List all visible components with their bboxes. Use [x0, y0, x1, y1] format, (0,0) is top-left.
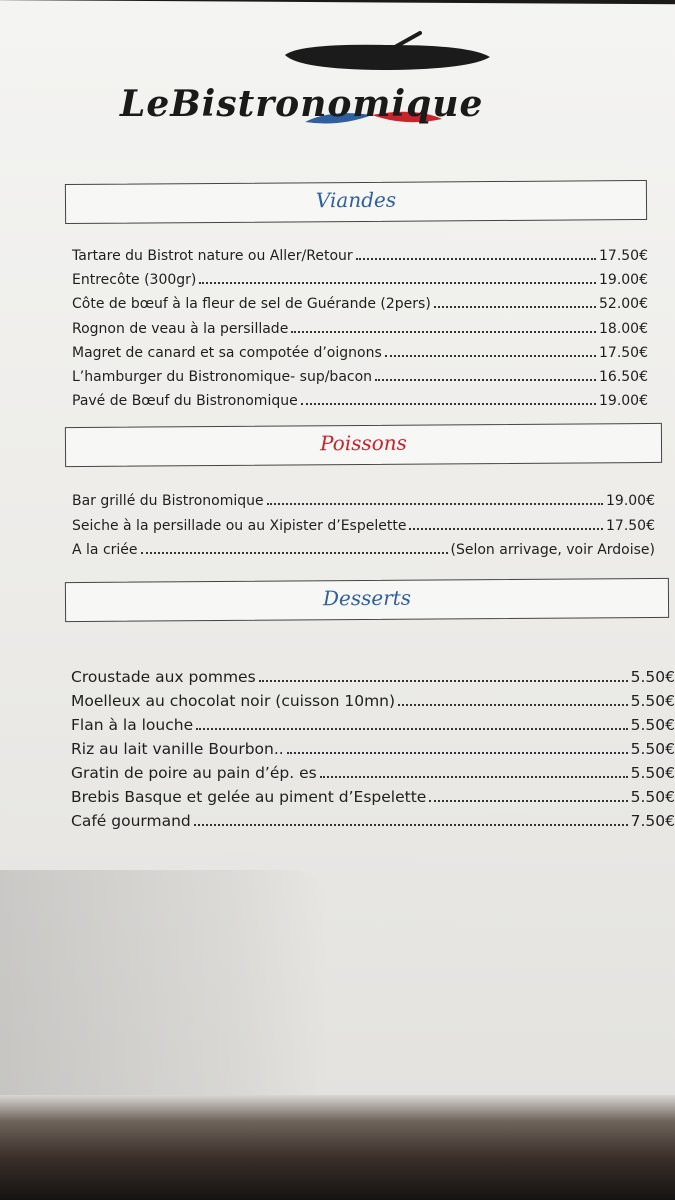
menu-item-price: 5.50€ [630, 668, 675, 686]
menu-item-price: 16.50€ [599, 369, 648, 385]
shadow [0, 870, 330, 1110]
menu-item-row [72, 345, 648, 361]
menu-item-name: L’hamburger du Bistronomique- sup/bacon [72, 369, 373, 385]
section-header-viandes [65, 180, 647, 224]
leader-dots [398, 704, 628, 706]
menu-item-name: Bar grillé du Bistronomique [72, 493, 264, 509]
section-header-poissons [65, 423, 662, 467]
menu-item-row [71, 740, 675, 758]
leader-dots [194, 824, 628, 826]
menu-item-price: 52.00€ [599, 296, 648, 313]
leader-dots [429, 800, 627, 802]
menu-item-name: Café gourmand [71, 812, 191, 830]
leader-dots [287, 752, 628, 754]
menu-item-price: 17.50€ [599, 248, 648, 264]
menu-item-name: Gratin de poire au pain d’ép. es [71, 764, 317, 782]
menu-item-price: 5.50€ [630, 764, 675, 782]
menu-item-row [72, 518, 655, 534]
leader-dots [409, 528, 603, 530]
section-title-poissons: Poissons [319, 430, 407, 456]
menu-item-name: Seiche à la persillade ou au Xipister d’Espelette [72, 517, 407, 534]
menu-item-price: 5.50€ [630, 788, 675, 806]
menu-item-row [71, 692, 675, 710]
menu-item-price: 19.00€ [599, 272, 648, 289]
menu-item-price: 19.00€ [606, 493, 655, 509]
leader-dots [259, 680, 628, 682]
menu-item-name: Riz au lait vanille Bourbon.. [71, 740, 284, 758]
section-header-desserts [65, 578, 669, 622]
menu-item-row [71, 812, 675, 830]
menu-item-row [71, 716, 675, 734]
menu-item-price: 5.50€ [630, 692, 675, 710]
menu-item-row [72, 493, 655, 509]
menu-item-name: Côte de bœuf à la fleur de sel de Guérande (2pers) [72, 296, 431, 313]
menu-item-row [72, 369, 648, 385]
menu-item-name: A la criée [72, 542, 138, 558]
menu-item-name: Tartare du Bistrot nature ou Aller/Retour [72, 248, 353, 264]
menu-item-price: 17.50€ [599, 344, 648, 361]
menu-item-name: Rognon de veau à la persillade [72, 320, 289, 337]
menu-item-name: Flan à la louche [71, 716, 194, 734]
leader-dots [196, 728, 628, 730]
leader-dots [301, 403, 596, 405]
leader-dots [291, 331, 596, 333]
leader-dots [385, 355, 596, 357]
menu-item-price: 7.50€ [630, 812, 675, 830]
leader-dots [320, 776, 628, 778]
brand-name: LeBistronomique [120, 83, 484, 125]
leader-dots [141, 552, 448, 554]
menu-item-name: Moelleux au chocolat noir (cuisson 10mn) [71, 692, 396, 710]
leader-dots [375, 379, 596, 381]
menu-item-row [72, 393, 648, 409]
leader-dots [356, 258, 596, 260]
leader-dots [267, 503, 603, 505]
menu-item-row [71, 668, 675, 686]
menu-item-price: (Selon arrivage, voir Ardoise) [450, 542, 655, 558]
menu-item-row [72, 248, 648, 264]
menu-item-price: 17.50€ [606, 517, 655, 534]
leader-dots [434, 306, 596, 308]
menu-item-name: Croustade aux pommes [71, 668, 256, 686]
table-surface [0, 1095, 675, 1200]
section-title-desserts: Desserts [322, 585, 412, 611]
menu-item-row [71, 764, 675, 782]
menu-item-row [71, 788, 675, 806]
menu-item-row [72, 296, 648, 312]
menu-item-name: Magret de canard et sa compotée d’oignons [72, 344, 382, 361]
menu-item-name: Pavé de Bœuf du Bistronomique [72, 393, 298, 410]
menu-item-row [72, 272, 648, 288]
logo [0, 25, 675, 135]
section-title-viandes: Viandes [315, 187, 397, 213]
menu-item-row [72, 321, 648, 337]
menu-item-price: 18.00€ [599, 320, 648, 337]
leader-dots [199, 282, 596, 284]
menu-item-price: 5.50€ [630, 740, 675, 758]
menu-item-row [72, 542, 655, 558]
menu-item-price: 19.00€ [599, 393, 648, 410]
menu-item-name: Brebis Basque et gelée au piment d’Espelette [71, 788, 427, 806]
menu-item-price: 5.50€ [630, 716, 675, 734]
menu-item-name: Entrecôte (300gr) [72, 272, 197, 289]
